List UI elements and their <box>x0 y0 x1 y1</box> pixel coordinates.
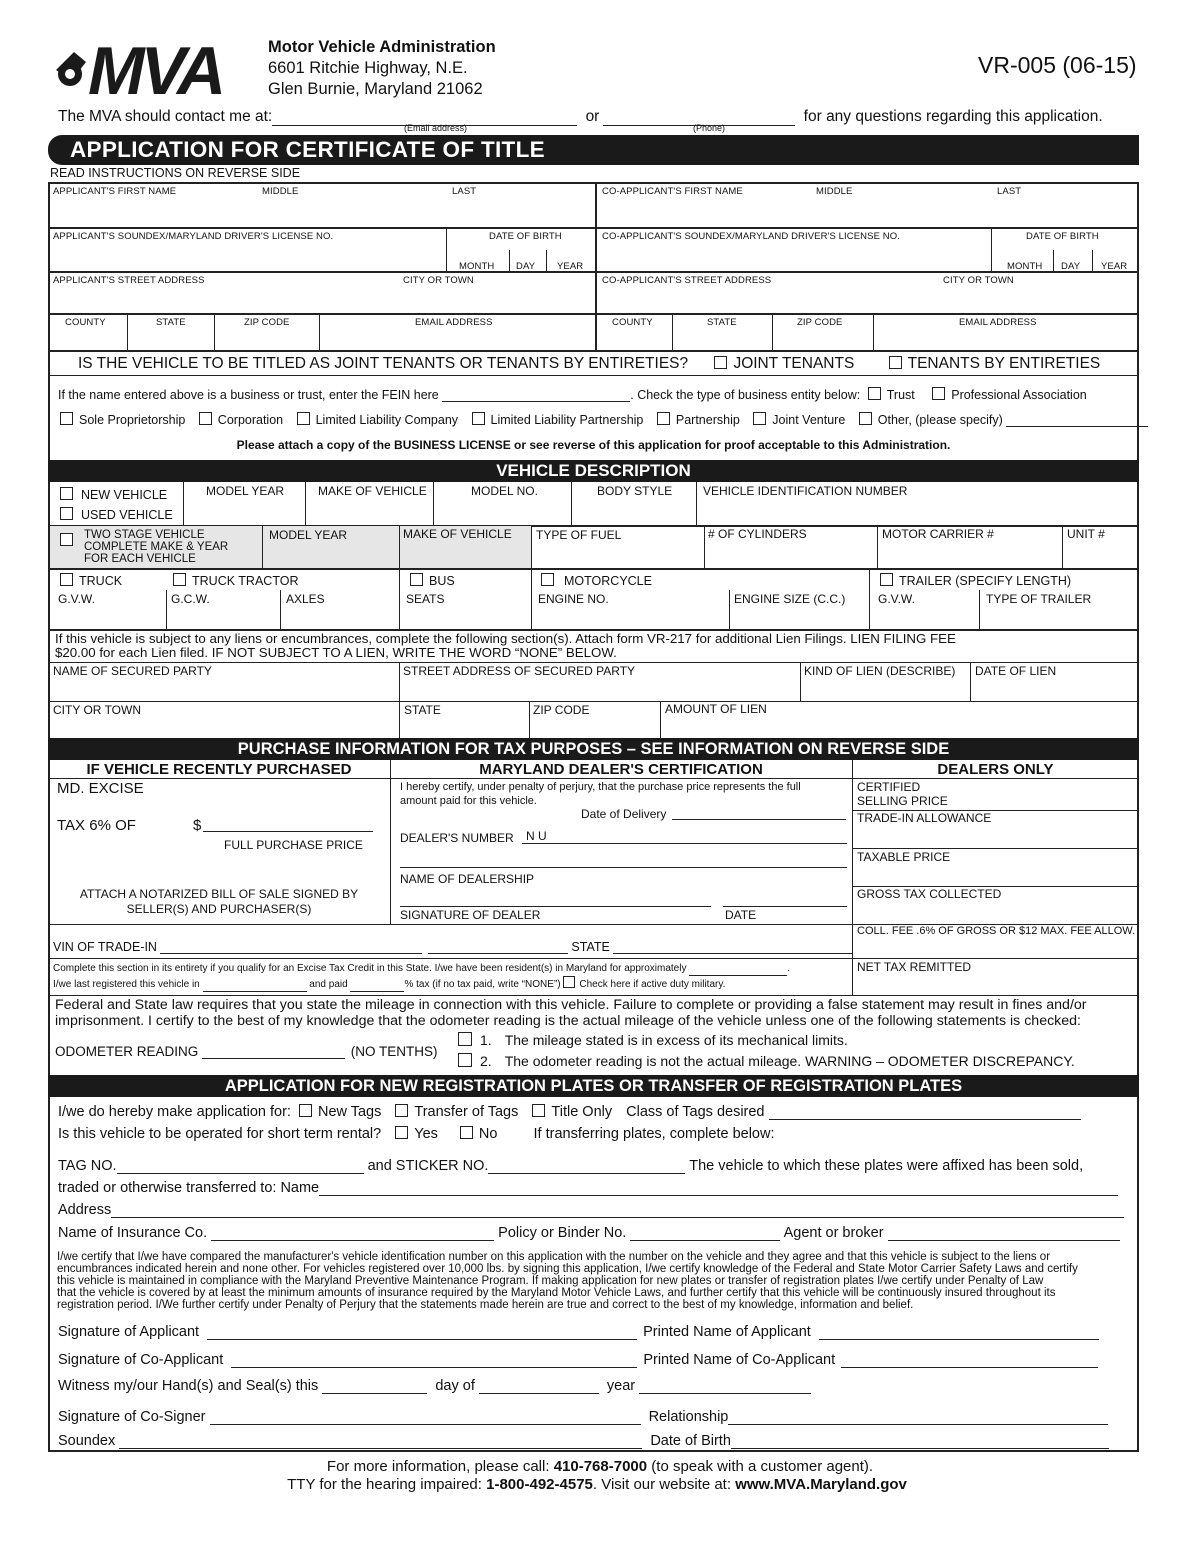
secured-party-label[interactable]: NAME OF SECURED PARTY <box>53 664 212 678</box>
applicant-printed-name-field[interactable] <box>819 1327 1099 1340</box>
lien-state-label[interactable]: STATE <box>404 703 441 717</box>
read-instructions: READ INSTRUCTIONS ON REVERSE SIDE <box>50 166 301 180</box>
applicant-zip-label[interactable]: ZIP CODE <box>244 317 290 328</box>
llp-checkbox[interactable] <box>472 412 485 425</box>
coapplicant-street-label: CO-APPLICANT'S STREET ADDRESS <box>602 275 772 286</box>
axles-label[interactable]: AXLES <box>286 592 325 606</box>
dealer-date-label: DATE <box>725 908 757 922</box>
coapplicant-dob-day[interactable]: DAY <box>1061 261 1081 272</box>
footer-line-2: TTY for the hearing impaired: 1-800-492-4575. Visit our website at: www.MVA.Maryland.gov <box>287 1476 907 1493</box>
seats-label[interactable]: SEATS <box>406 592 445 606</box>
agency-address-1: 6601 Ritchie Highway, N.E. <box>268 59 468 77</box>
vin-tradein-field-2[interactable] <box>428 943 568 954</box>
body-style-label[interactable]: BODY STYLE <box>597 484 673 498</box>
coapplicant-signature-field[interactable] <box>231 1355 637 1368</box>
witness-month-field[interactable] <box>479 1381 599 1394</box>
transferee-address-line: Address <box>58 1202 1124 1218</box>
motorcycle-checkbox[interactable] <box>541 573 554 586</box>
lien-note: If this vehicle is subject to any liens or encumbrances, complete the following section(s). Attach form VR-217 for additional Lien Filings. LIEN FILING FEE $20.00 for each Lien filed. IF NOT SUBJECT TO A LIEN, WRITE THE WORD “NONE” BELOW. <box>55 631 956 660</box>
corporation-checkbox[interactable] <box>199 412 212 425</box>
coapplicant-dob-year[interactable]: YEAR <box>1101 261 1128 272</box>
other-entity-checkbox[interactable] <box>859 412 872 425</box>
delivery-date-field[interactable] <box>672 806 846 820</box>
taxable-price-label[interactable]: TAXABLE PRICE <box>857 850 951 864</box>
sole-proprietorship-checkbox[interactable] <box>60 412 73 425</box>
odometer-option-2: 2. The odometer reading is not the actual mileage. WARNING – ODOMETER DISCREPANCY. <box>458 1053 1075 1069</box>
coapplicant-county-label[interactable]: COUNTY <box>612 317 653 328</box>
relationship-field[interactable] <box>728 1412 1108 1425</box>
tradein-allowance-label[interactable]: TRADE-IN ALLOWANCE <box>857 811 992 825</box>
transferee-line: traded or otherwise transferred to: Name <box>58 1180 1118 1196</box>
business-license-note: Please attach a copy of the BUSINESS LICENSE or see reverse of this application for proof acceptable to this Administration. <box>236 438 951 452</box>
model-year-label[interactable]: MODEL YEAR <box>206 484 285 498</box>
bill-of-sale-note: ATTACH A NOTARIZED BILL OF SALE SIGNED BY SELLER(S) AND PURCHASER(S) <box>79 887 359 916</box>
coapplicant-dob-label: DATE OF BIRTH <box>1026 231 1099 242</box>
odometer-discrepancy-checkbox[interactable] <box>458 1053 472 1067</box>
odometer-option-1: 1. The mileage stated is in excess of its mechanical limits. <box>458 1032 848 1048</box>
new-vehicle-checkbox[interactable] <box>60 487 73 500</box>
col-recent-purchase: IF VEHICLE RECENTLY PURCHASED <box>86 761 352 778</box>
vehicle-description-header: VEHICLE DESCRIPTION <box>48 460 1139 482</box>
truck-option: TRUCK <box>60 573 122 588</box>
witness-day-field[interactable] <box>322 1381 427 1394</box>
cosigner-signature-line: Signature of Co-Signer Relationship <box>58 1409 1108 1425</box>
partnership-checkbox[interactable] <box>657 412 670 425</box>
rental-line: Is this vehicle to be operated for short term rental? Yes No If transferring plates, complete below: <box>58 1126 775 1142</box>
applicant-dob-day[interactable]: DAY <box>516 261 536 272</box>
certification-text: I/we certify that I/we have compared the manufacturer's vehicle identification number on this application with the number on the vehicle and they agree and that this vehicle is subject to the liens or encumbrances indicated herein and none other. For vehicles registered over 10,000 lbs. by signing this application, I/we certify knowledge of the Federal and State Motor Carrier Safety Laws and certify this vehicle is maintained in compliance with the Maryland Preventive Maintenance Program. If making application for new plates or transfer of registration plates I/we certify under Penalty of Law that the vehicle is covered by at least the minimum amounts of insurance required by the Maryland Motor Vehicle Laws, and further certify that this vehicle will be continuously insured throughout its registration period. I/We further certify under Penalty of Perjury that the statements made herein are true and correct to the best of my knowledge, information and belief. <box>57 1251 1078 1311</box>
cosigner-signature-field[interactable] <box>210 1412 641 1425</box>
contact-line: The MVA should contact me at: or for any questions regarding this application. <box>58 108 1103 125</box>
delivery-date-label: Date of Delivery <box>581 807 667 821</box>
applicant-email-label[interactable]: EMAIL ADDRESS <box>415 317 493 328</box>
motor-carrier-label[interactable]: MOTOR CARRIER # <box>882 527 994 541</box>
applicant-dob-month[interactable]: MONTH <box>459 261 495 272</box>
lien-date-label[interactable]: DATE OF LIEN <box>975 664 1057 678</box>
transferee-name-field[interactable] <box>319 1183 1118 1196</box>
md-excise-label: MD. EXCISE <box>57 780 144 797</box>
applicant-street-field[interactable] <box>50 287 593 312</box>
coapplicant-zip-label[interactable]: ZIP CODE <box>797 317 843 328</box>
page-title: APPLICATION FOR CERTIFICATE OF TITLE <box>70 137 545 162</box>
joint-tenants-checkbox[interactable] <box>714 356 727 369</box>
vin-tradein-field[interactable] <box>160 943 422 954</box>
net-tax-label[interactable]: NET TAX REMITTED <box>857 960 972 974</box>
phone-caption: (Phone) <box>693 123 726 133</box>
applicant-state-label[interactable]: STATE <box>156 317 186 328</box>
vin-tradein-line: VIN OF TRADE-IN STATE <box>53 940 853 954</box>
dealer-date-field[interactable] <box>723 893 847 907</box>
tenants-by-entireties-checkbox[interactable] <box>889 356 902 369</box>
cylinders-label[interactable]: # OF CYLINDERS <box>708 527 807 541</box>
tag-line: TAG NO. and STICKER NO. The vehicle to which these plates were affixed has been sold, <box>58 1158 1084 1174</box>
tag-no-field[interactable] <box>117 1161 364 1174</box>
unit-label[interactable]: UNIT # <box>1067 527 1105 541</box>
lien-city-label[interactable]: CITY OR TOWN <box>53 703 142 717</box>
applicant-first-name-label: APPLICANT'S FIRST NAME <box>53 186 177 197</box>
soundex-line: Soundex Date of Birth <box>58 1433 1109 1449</box>
coapplicant-city-label: CITY OR TOWN <box>943 275 1014 286</box>
dollar-sign: $ <box>193 817 202 834</box>
truck-tractor-checkbox[interactable] <box>173 573 186 586</box>
dealer-number-label: DEALER'S NUMBER <box>400 831 514 845</box>
form-number: VR-005 (06-15) <box>978 52 1137 78</box>
agent-field[interactable] <box>888 1228 1120 1241</box>
applicant-dob-year[interactable]: YEAR <box>557 261 584 272</box>
vin-label[interactable]: VEHICLE IDENTIFICATION NUMBER <box>703 484 908 498</box>
bus-option: BUS <box>410 573 455 588</box>
tag-class-field[interactable] <box>769 1107 1081 1120</box>
insurance-line: Name of Insurance Co. Policy or Binder No. Agent or broker <box>58 1225 1120 1241</box>
footer-line-1: For more information, please call: 410-768-7000 (to speak with a customer agent). <box>326 1458 874 1475</box>
witness-line: Witness my/our Hand(s) and Seal(s) this day of year <box>58 1378 811 1394</box>
applicant-dob-label: DATE OF BIRTH <box>489 231 562 242</box>
odometer-law-text: Federal and State law requires that you state the mileage in connection with this vehicle. Failure to complete or providing a false statement may result in fines and/or imprisonment. I certify to the best of my knowledge that the odometer reading is the actual mileage of the vehicle unless one of the following statements is checked: <box>55 997 1087 1029</box>
coapplicant-license-label: CO-APPLICANT'S SOUNDEX/MARYLAND DRIVER'S LICENSE NO. <box>602 231 900 242</box>
applicant-signature-field[interactable] <box>207 1327 637 1340</box>
svg-text:MVA: MVA <box>88 40 223 95</box>
coapplicant-state-label[interactable]: STATE <box>707 317 737 328</box>
lien-zip-label[interactable]: ZIP CODE <box>533 703 590 717</box>
coapplicant-license-field[interactable] <box>597 243 989 269</box>
excise-credit-text: Complete this section in its entirety if you qualify for an Excise Tax Credit in this State. I/we have been resident(s) in Maryland for approximately . I/we last registered this vehicle in and paid % tax (if no tax paid, write “NONE”) Check here if active duty military. <box>53 963 791 990</box>
applicant-signature-line: Signature of Applicant Printed Name of Applicant <box>58 1324 1099 1340</box>
engine-no-label[interactable]: ENGINE NO. <box>538 592 609 606</box>
two-stage-label: TWO STAGE VEHICLE COMPLETE MAKE & YEAR FOR EACH VEHICLE <box>84 529 229 565</box>
new-tags-checkbox[interactable] <box>299 1104 312 1117</box>
tax-paid-field[interactable] <box>350 982 404 992</box>
witness-year-field[interactable] <box>639 1381 811 1394</box>
odometer-reading-field[interactable] <box>202 1046 345 1059</box>
coapplicant-last-label: LAST <box>997 186 1022 197</box>
mva-logo-icon <box>50 40 265 95</box>
new-vehicle-option: NEW VEHICLE <box>60 487 167 502</box>
fein-field[interactable] <box>442 391 630 402</box>
sticker-no-field[interactable] <box>488 1161 685 1174</box>
trust-checkbox[interactable] <box>868 387 881 400</box>
llc-checkbox[interactable] <box>297 412 310 425</box>
make-label[interactable]: MAKE OF VEHICLE <box>318 484 427 498</box>
agency-name: Motor Vehicle Administration <box>268 38 496 56</box>
odometer-reading-line: ODOMETER READING (NO TENTHS) <box>55 1044 438 1059</box>
business-fein-line: If the name entered above is a business or trust, enter the FEIN here . Check the type of business entity below: Trust Professional Association <box>58 388 1087 402</box>
mileage-excess-checkbox[interactable] <box>458 1032 472 1046</box>
title-only-checkbox[interactable] <box>532 1104 545 1117</box>
website-link[interactable]: www.MVA.Maryland.gov <box>735 1476 907 1493</box>
dealer-signature-field[interactable] <box>400 893 711 907</box>
tradein-state-field[interactable] <box>613 943 853 954</box>
applicant-license-label: APPLICANT'S SOUNDEX/MARYLAND DRIVER'S LICENSE NO. <box>53 231 334 242</box>
coapplicant-printed-name-field[interactable] <box>841 1355 1098 1368</box>
soundex-field[interactable] <box>119 1436 642 1449</box>
col-dealer-cert: MARYLAND DEALER'S CERTIFICATION <box>479 761 763 778</box>
coapplicant-name-field[interactable] <box>597 198 1137 226</box>
lien-amount-label[interactable]: AMOUNT OF LIEN <box>665 702 767 716</box>
coapplicant-middle-label: MIDDLE <box>816 186 853 197</box>
applicant-county-label[interactable]: COUNTY <box>65 317 106 328</box>
cosigner-dob-field[interactable] <box>731 1436 1109 1449</box>
business-entity-line: Sole Proprietorship Corporation Limited Liability Company Limited Liability Partnership Partnership Joint Venture Other, (please specify) <box>60 412 1148 427</box>
transfer-tags-checkbox[interactable] <box>395 1104 408 1117</box>
residency-field[interactable] <box>689 966 787 976</box>
full-price-caption: FULL PURCHASE PRICE <box>224 838 363 852</box>
other-entity-field[interactable] <box>1006 415 1148 427</box>
gross-tax-label[interactable]: GROSS TAX COLLECTED <box>857 887 1002 901</box>
joint-tenants-question: IS THE VEHICLE TO BE TITLED AS JOINT TENANTS OR TENANTS BY ENTIRETIES? JOINT TENANTS TENANTS BY ENTIRETIES <box>78 355 1101 372</box>
truck-tractor-option: TRUCK TRACTOR <box>173 573 299 588</box>
trailer-type-label[interactable]: TYPE OF TRAILER <box>986 592 1092 606</box>
lien-kind-label[interactable]: KIND OF LIEN (DESCRIBE) <box>804 664 956 678</box>
rental-no-checkbox[interactable] <box>460 1126 473 1139</box>
transferee-address-field[interactable] <box>111 1205 1124 1218</box>
model-no-label[interactable]: MODEL NO. <box>471 484 538 498</box>
applicant-city-label: CITY OR TOWN <box>403 275 474 286</box>
tax-label: TAX 6% OF <box>57 817 136 834</box>
trailer-checkbox[interactable] <box>880 573 893 586</box>
plates-header: APPLICATION FOR NEW REGISTRATION PLATES OR TRANSFER OF REGISTRATION PLATES <box>48 1075 1139 1097</box>
applicant-last-label: LAST <box>452 186 477 197</box>
two-stage-model-year-label[interactable]: MODEL YEAR <box>269 528 348 542</box>
joint-venture-checkbox[interactable] <box>753 412 766 425</box>
engine-size-label[interactable]: ENGINE SIZE (C.C.) <box>734 592 846 606</box>
applicant-street-label: APPLICANT'S STREET ADDRESS <box>53 275 205 286</box>
gcw-label[interactable]: G.C.W. <box>171 592 210 606</box>
plates-apply-line: I/we do hereby make application for: New Tags Transfer of Tags Title Only Class of Tags desired <box>58 1104 1081 1120</box>
used-vehicle-checkbox[interactable] <box>60 507 73 520</box>
truck-gvw-label[interactable]: G.V.W. <box>58 592 95 606</box>
used-vehicle-option: USED VEHICLE <box>60 507 173 522</box>
dealer-certify-text: I hereby certify, under penalty of perjury, that the purchase price represents the full amount paid for this vehicle. <box>400 781 801 807</box>
dealer-number-field[interactable]: N U <box>522 829 847 844</box>
coapplicant-first-name-label: CO-APPLICANT'S FIRST NAME <box>602 186 743 197</box>
dealership-name-label: NAME OF DEALERSHIP <box>400 872 535 886</box>
certified-price-label[interactable]: CERTIFIED SELLING PRICE <box>857 780 948 808</box>
agency-address-2: Glen Burnie, Maryland 21062 <box>268 80 483 98</box>
collection-fee-label[interactable]: COLL. FEE .6% OF GROSS OR $12 MAX. FEE ALLOW. <box>857 925 1136 937</box>
coapplicant-dob-month[interactable]: MONTH <box>1007 261 1043 272</box>
policy-no-field[interactable] <box>630 1228 780 1241</box>
motorcycle-option: MOTORCYCLE <box>541 573 652 588</box>
last-registered-field[interactable] <box>203 982 307 992</box>
dealer-signature-label: SIGNATURE OF DEALER <box>400 908 541 922</box>
applicant-license-field[interactable] <box>50 243 444 269</box>
professional-association-checkbox[interactable] <box>932 387 945 400</box>
secured-street-label[interactable]: STREET ADDRESS OF SECURED PARTY <box>403 664 636 678</box>
purchase-price-field[interactable] <box>203 818 373 832</box>
two-stage-make-label[interactable]: MAKE OF VEHICLE <box>403 527 512 541</box>
applicant-middle-label: MIDDLE <box>262 186 299 197</box>
purchase-info-header: PURCHASE INFORMATION FOR TAX PURPOSES – SEE INFORMATION ON REVERSE SIDE <box>48 738 1139 760</box>
applicant-name-field[interactable] <box>50 198 593 226</box>
coapplicant-street-field[interactable] <box>597 287 1137 312</box>
coapplicant-signature-line: Signature of Co-Applicant Printed Name of Co-Applicant <box>58 1352 1098 1368</box>
col-dealers-only: DEALERS ONLY <box>937 761 1054 778</box>
bus-checkbox[interactable] <box>410 573 423 586</box>
insurance-name-field[interactable] <box>211 1228 494 1241</box>
active-duty-checkbox[interactable] <box>563 976 575 988</box>
trailer-gvw-label[interactable]: G.V.W. <box>878 592 915 606</box>
fuel-type-label[interactable]: TYPE OF FUEL <box>536 528 622 542</box>
trailer-option: TRAILER (SPECIFY LENGTH) <box>880 573 1071 588</box>
truck-checkbox[interactable] <box>60 573 73 586</box>
two-stage-checkbox[interactable] <box>60 532 79 550</box>
rental-yes-checkbox[interactable] <box>395 1126 408 1139</box>
email-caption: (Email address) <box>404 123 468 133</box>
coapplicant-email-label[interactable]: EMAIL ADDRESS <box>959 317 1037 328</box>
